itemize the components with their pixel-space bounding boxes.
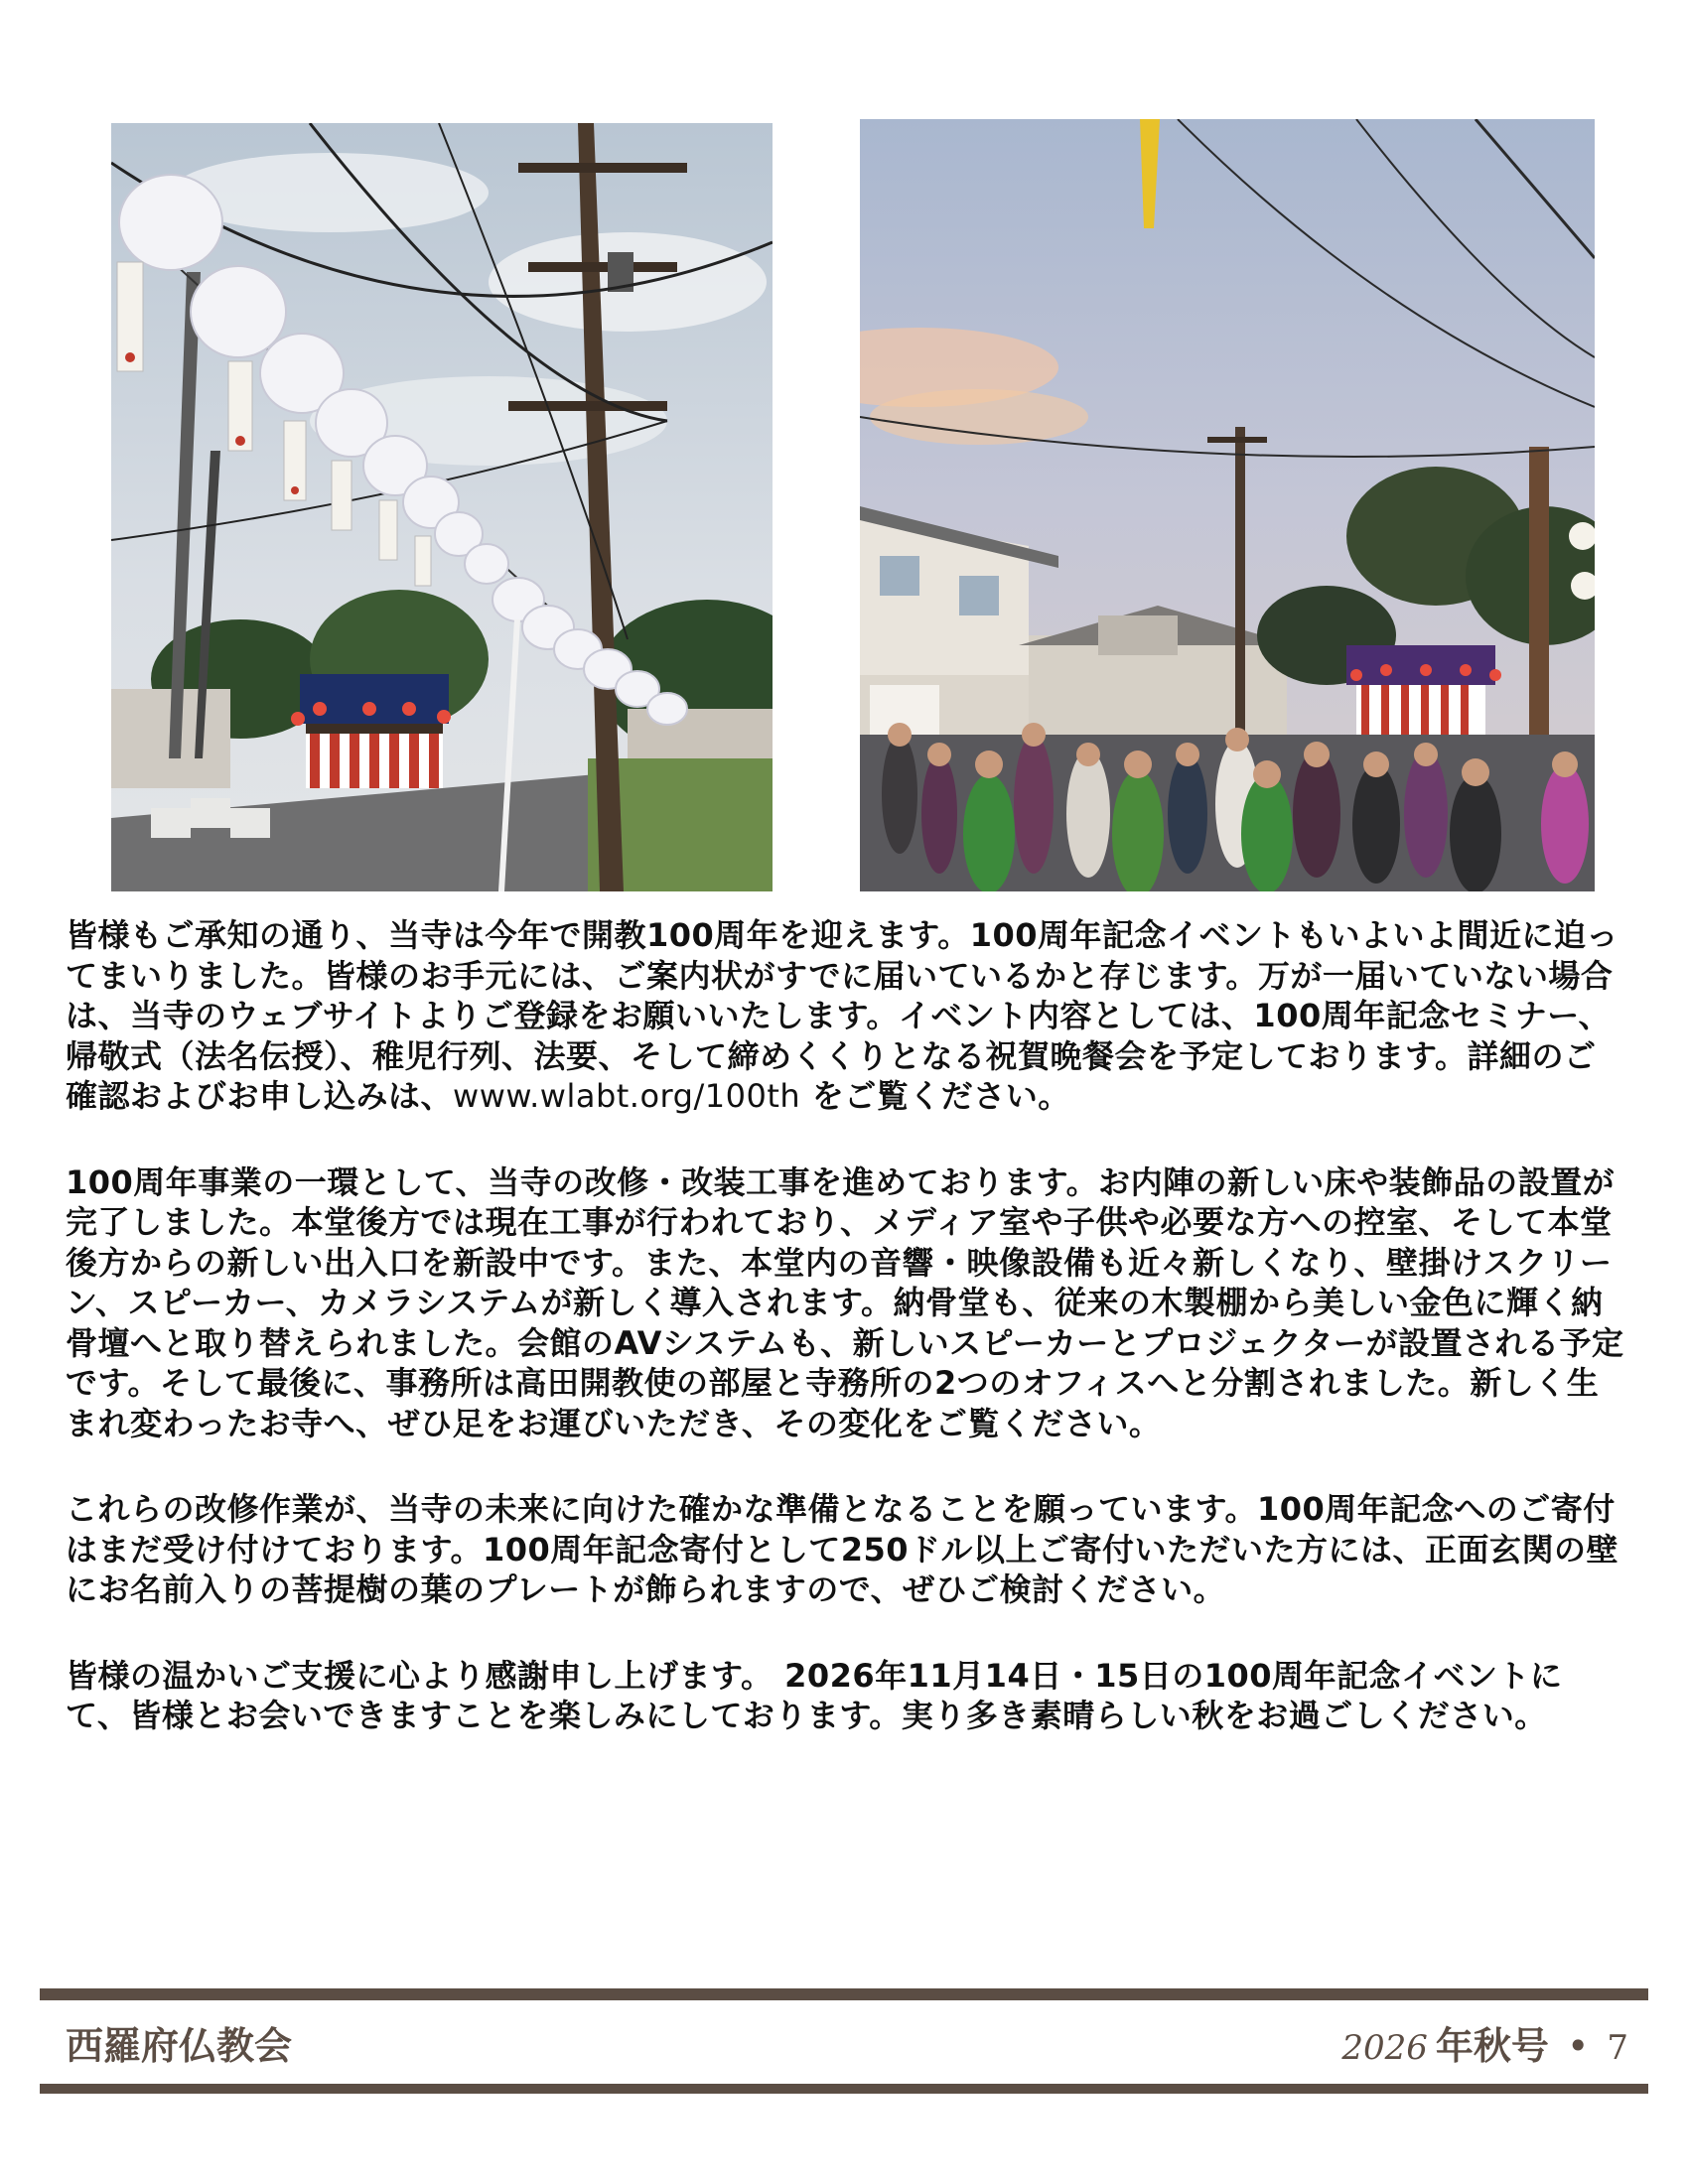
footer-divider-bottom [40,2084,1648,2094]
paragraph-text-end: をご覧ください。 [800,1077,1070,1115]
footer-organization-name: 西羅府仏教会 [66,2024,293,2068]
paragraph-centennial-event [66,915,1624,1117]
paragraph-text: 皆様もご承知の通り、当寺は今年で開教100周年を迎えます。100周年記念イベントもいよいよ間近に迫ってまいりました。皆様のお手元には、ご案内状がすでに届いているかと存じます。万が一届いていない場合は、当寺のウェブサイトよりご登録をお願いいたします。イベント内容としては、100周年記念セミナー、帰敬式（法名伝授）、稚児行列、法要、そして締めくくりとなる祝賀晩餐会を予定しております。詳細のご確認およびお申し込みは、 [66,916,1619,1115]
footer-issue-info [1341,2015,1628,2070]
photo-obon-dance-crowd [860,119,1595,891]
footer-divider-top [40,1988,1648,2000]
photo-obon-dance-crowd-dusk-icon [860,119,1595,891]
photo-lanterns-street-stage-icon [111,123,773,891]
paragraph-closing: 皆様の温かいご支援に心より感謝申し上げます。 2026年11月14日・15日の100周年記念イベントにて、皆様とお会いできますことを楽しみにしております。実り多き素晴らしい秋をお過ごしください。 [66,1656,1563,1734]
issue-year: 2026 [1341,2028,1428,2068]
bullet-separator: • [1566,2024,1590,2068]
page-number: 7 [1607,2028,1628,2068]
paragraph-donation: これらの改修作業が、当寺の未来に向けた確かな準備となることを願っています。100周年記念へのご寄付はまだ受け付けております。100周年記念寄付として250ドル以上ご寄付いただいた方には、正面玄関の壁にお名前入りの菩提樹の葉のプレートが飾られますので、ぜひご検討ください。 [66,1490,1619,1608]
event-url-link[interactable]: www.wlabt.org/100th [453,1077,801,1115]
issue-label: 年秋号 [1435,2024,1549,2068]
article-body [66,915,1624,1782]
photo-lanterns-street [111,123,773,891]
paragraph-renovation: 100周年事業の一環として、当寺の改修・改装工事を進めております。お内陣の新しい床や装飾品の設置が完了しました。本堂後方では現在工事が行われており、メディア室や子供や必要な方への控室、そして本堂後方からの新しい出入口を新設中です。また、本堂内の音響・映像設備も近々新しくなり、壁掛けスクリーン、スピーカー、カメラシステムが新しく導入されます。納骨堂も、従来の木製棚から美しい金色に輝く納骨壇へと取り替えられました。会館のAVシステムも、新しいスピーカーとプロジェクターが設置される予定です。そして最後に、事務所は高田開教使の部屋と寺務所の2つのオフィスへと分割されました。新しく生まれ変わったお寺へ、ぜひ足をお運びいただき、その変化をご覧ください。 [66,1162,1624,1442]
